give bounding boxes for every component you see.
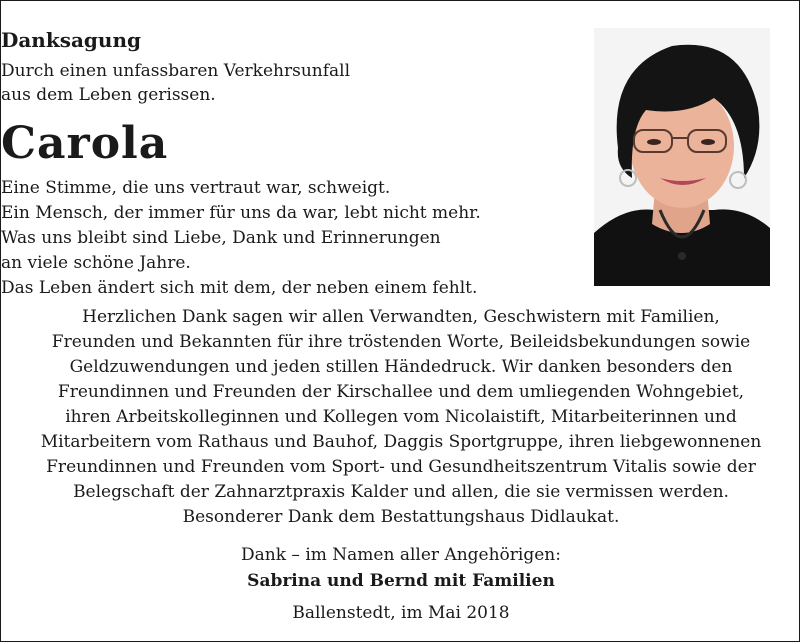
verse-line: Was uns bleibt sind Liebe, Dank und Erinnerungen: [1, 228, 441, 248]
intro-line: Durch einen unfassbaren Verkehrsunfall: [1, 61, 351, 81]
closing-block: [1, 542, 800, 594]
verse-line: Das Leben ändert sich mit dem, der neben einem fehlt.: [1, 278, 478, 298]
intro-line: aus dem Leben gerissen.: [1, 85, 216, 105]
thanks-line: Besonderer Dank dem Bestattungshaus Didlaukat.: [182, 507, 620, 527]
verse-line: Eine Stimme, die uns vertraut war, schweigt.: [1, 178, 391, 198]
verse-line: Ein Mensch, der immer für uns da war, lebt nicht mehr.: [1, 203, 481, 223]
thanks-line: ihren Arbeitskolleginnen und Kollegen vom Nicolaistift, Mitarbeiterinnen und: [65, 407, 737, 427]
notice-heading: Danksagung: [1, 28, 141, 52]
thanks-text: [11, 305, 791, 530]
place-date: Ballenstedt, im Mai 2018: [292, 603, 510, 623]
closing-line: Dank – im Namen aller Angehörigen:: [241, 545, 561, 565]
thanks-line: Herzlichen Dank sagen wir allen Verwandten, Geschwistern mit Familien,: [82, 307, 720, 327]
thanks-line: Geldzuwendungen und jeden stillen Händedruck. Wir danken besonders den: [69, 357, 733, 377]
deceased-name: Carola: [1, 118, 169, 169]
thanks-line: Freundinnen und Freunden vom Sport- und Gesundheitszentrum Vitalis sowie der: [46, 457, 756, 477]
intro-text: [1, 59, 581, 107]
memorial-verse: [1, 176, 581, 301]
portrait-photo: [594, 28, 770, 286]
thanks-line: Mitarbeitern vom Rathaus und Bauhof, Daggis Sportgruppe, ihren liebgewonnenen: [40, 432, 762, 452]
thanks-line: Belegschaft der Zahnarztpraxis Kalder und allen, die sie vermissen werden.: [73, 482, 729, 502]
verse-line: an viele schöne Jahre.: [1, 253, 191, 273]
signers: Sabrina und Bernd mit Familien: [247, 571, 555, 591]
thanks-line: Freunden und Bekannten für ihre tröstenden Worte, Beileidsbekundungen sowie: [51, 332, 751, 352]
thanks-line: Freundinnen und Freunden der Kirschallee und dem umliegenden Wohngebiet,: [57, 382, 745, 402]
